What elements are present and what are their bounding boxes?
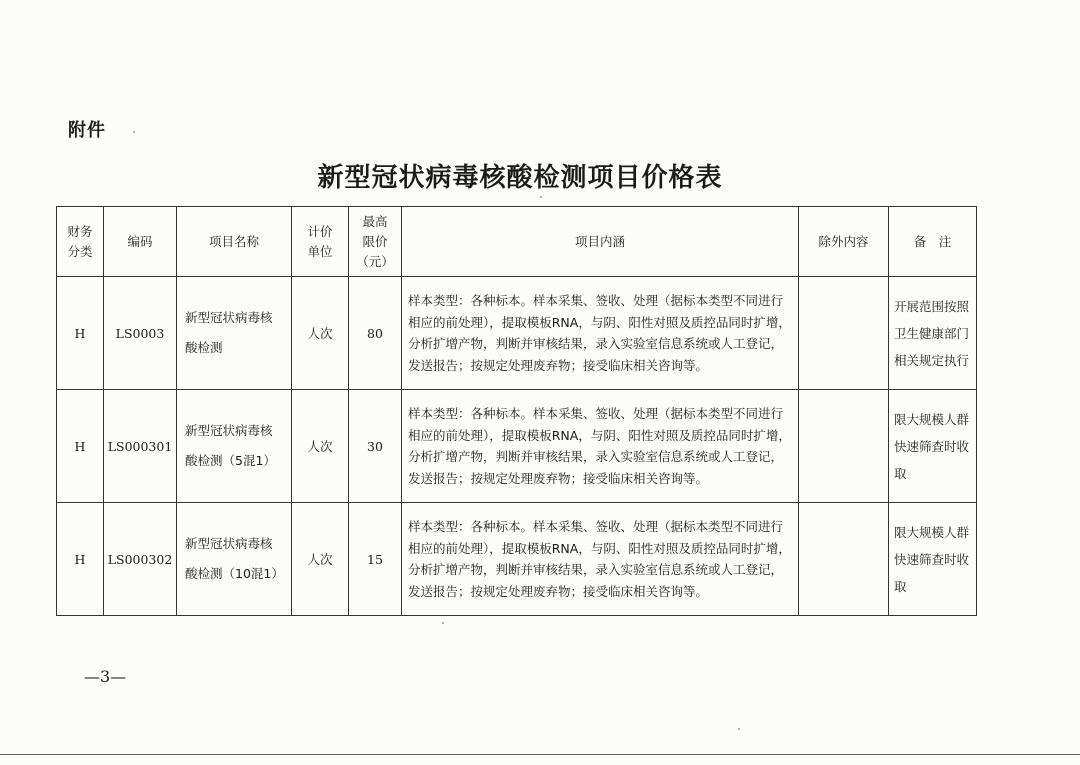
header-exclusions: 除外内容 xyxy=(799,207,889,277)
header-category: 财务 分类 xyxy=(57,207,104,277)
header-price: 最高 限价 （元） xyxy=(349,207,402,277)
cell-content: 样本类型：各种标本。样本采集、签收、处理（据标本类型不同进行相应的前处理），提取模板RNA，与阴、阳性对照及质控品同时扩增，分析扩增产物，判断并审核结果，录入实验室信息系统或人工登记，发送报告；按规定处理废弃物；接受临床相关咨询等。 xyxy=(402,277,799,390)
cell-code: LS000301 xyxy=(104,390,177,503)
cell-name: 新型冠状病毒核酸检测（5混1） xyxy=(177,390,292,503)
scan-speck xyxy=(738,728,740,730)
table-row xyxy=(57,390,977,503)
cell-remarks: 限大规模人群快速筛查时收取 xyxy=(889,503,977,616)
header-unit: 计价 单位 xyxy=(292,207,349,277)
cell-category: H xyxy=(57,277,104,390)
header-code: 编码 xyxy=(104,207,177,277)
cell-price: 80 xyxy=(349,277,402,390)
cell-content: 样本类型：各种标本。样本采集、签收、处理（据标本类型不同进行相应的前处理），提取模板RNA，与阴、阳性对照及质控品同时扩增，分析扩增产物，判断并审核结果，录入实验室信息系统或人工登记，发送报告；按规定处理废弃物；接受临床相关咨询等。 xyxy=(402,503,799,616)
cell-unit: 人次 xyxy=(292,277,349,390)
cell-code: LS000302 xyxy=(104,503,177,616)
page-number: —3— xyxy=(84,667,127,686)
scan-speck xyxy=(133,131,135,133)
header-content: 项目内涵 xyxy=(402,207,799,277)
cell-code: LS0003 xyxy=(104,277,177,390)
cell-remarks: 开展范围按照卫生健康部门相关规定执行 xyxy=(889,277,977,390)
cell-category: H xyxy=(57,390,104,503)
cell-exclusions xyxy=(799,503,889,616)
page-title: 新型冠状病毒核酸检测项目价格表 xyxy=(317,163,723,193)
scan-speck xyxy=(442,622,444,624)
cell-remarks: 限大规模人群快速筛查时收取 xyxy=(889,390,977,503)
cell-price: 15 xyxy=(349,503,402,616)
cell-name: 新型冠状病毒核酸检测（10混1） xyxy=(177,503,292,616)
cell-name: 新型冠状病毒核酸检测 xyxy=(177,277,292,390)
header-name: 项目名称 xyxy=(177,207,292,277)
header-remarks: 备 注 xyxy=(889,207,977,277)
cell-category: H xyxy=(57,503,104,616)
cell-unit: 人次 xyxy=(292,390,349,503)
cell-price: 30 xyxy=(349,390,402,503)
cell-exclusions xyxy=(799,390,889,503)
scan-speck xyxy=(540,196,542,198)
cell-content: 样本类型：各种标本。样本采集、签收、处理（据标本类型不同进行相应的前处理），提取模板RNA，与阴、阳性对照及质控品同时扩增，分析扩增产物，判断并审核结果，录入实验室信息系统或人工登记，发送报告；按规定处理废弃物；接受临床相关咨询等。 xyxy=(402,390,799,503)
scan-edge-line xyxy=(0,754,1080,755)
cell-unit: 人次 xyxy=(292,503,349,616)
cell-exclusions xyxy=(799,277,889,390)
price-table xyxy=(56,206,977,616)
attachment-label: 附件 xyxy=(68,120,106,141)
header-row xyxy=(57,207,977,277)
table-row xyxy=(57,503,977,616)
table-row xyxy=(57,277,977,390)
